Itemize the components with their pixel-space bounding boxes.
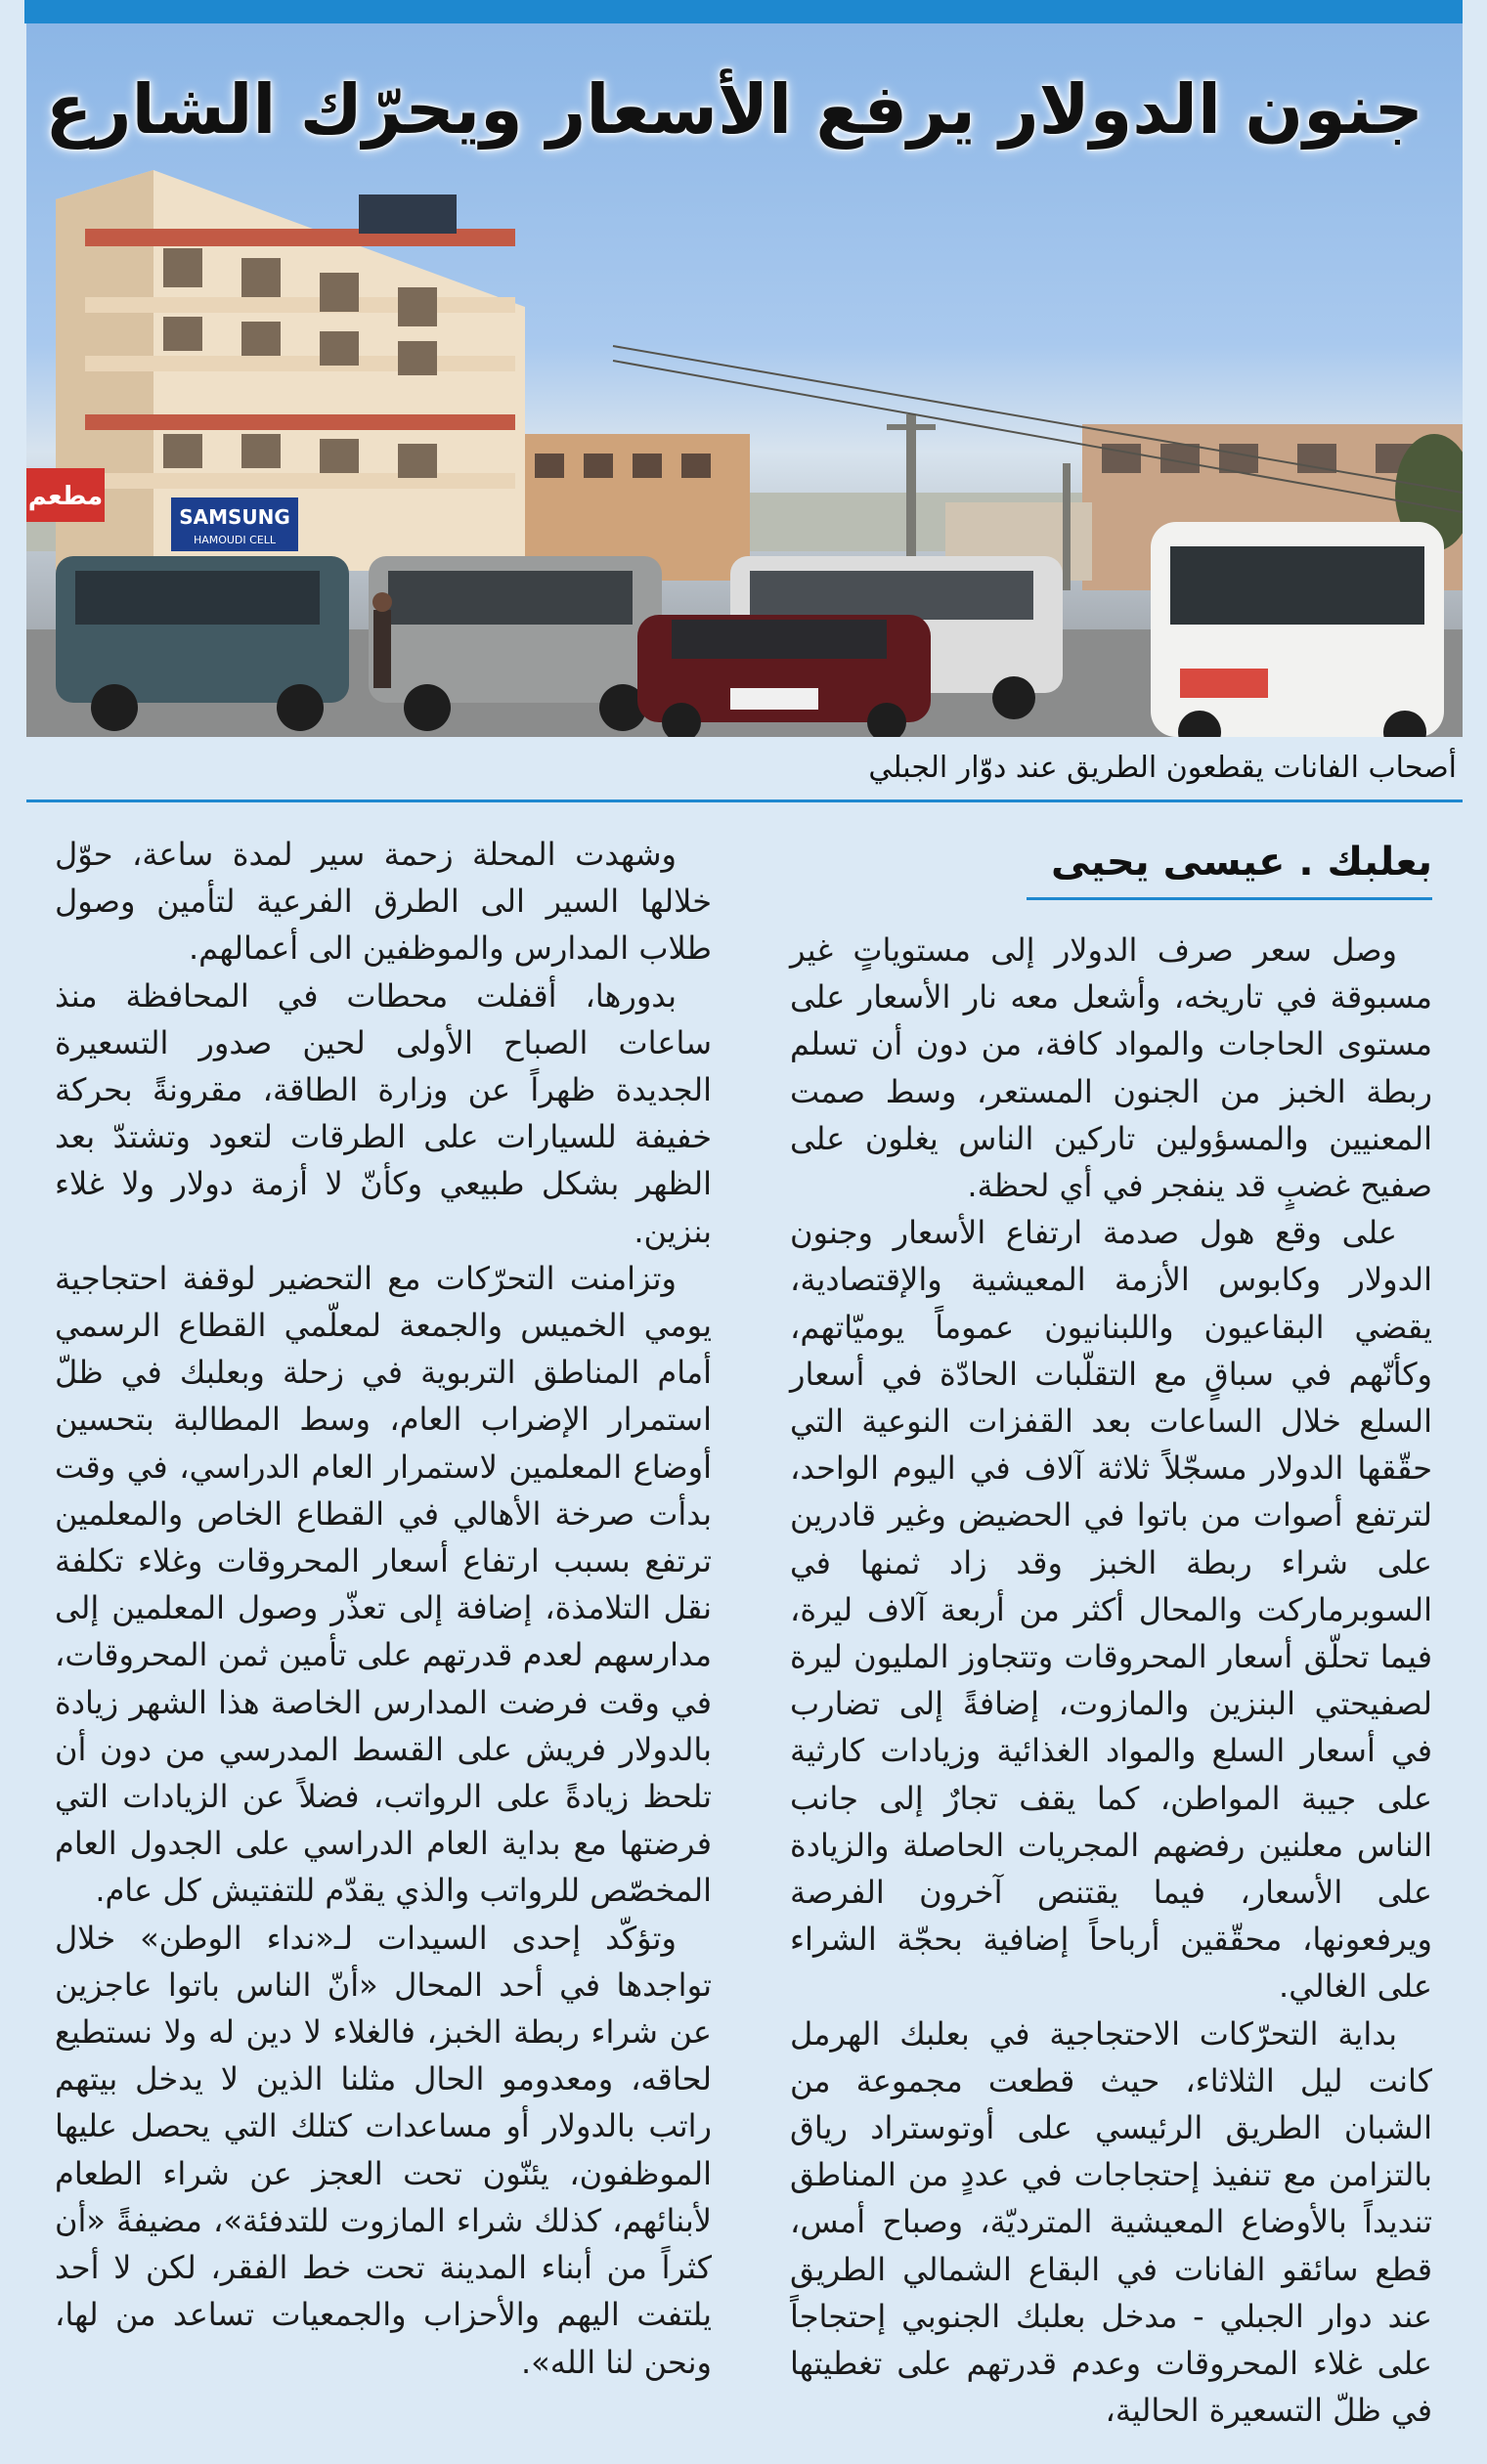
paragraph: وتزامنت التحرّكات مع التحضير لوقفة احتجاجية يومي الخميس والجمعة لمعلّمي القطاع الرسمي أمام المناطق التربوية في زحلة وبعلبك في ظلّ استمرار الإضراب العام، وسط المطالبة بتحسين أوضاع المعلمين لاستمرار العام الدراسي، في وقت بدأت صرخة الأهالي في القطاع الخاص والمعلمين ترتفع بسبب ارتفاع أسعار المحروقات وغلاء تكلفة نقل التلامذة، إضافة إلى تعذّر وصول المعلمين إلى مدارسهم لعدم قدرتهم على تأمين ثمن المحروقات، في وقت فرضت المدارس الخاصة هذا الشهر زيادة بالدولار فريش على القسط المدرسي من دون أن تلحظ زيادةً على الرواتب، فضلاً عن الزيادات التي فرضتها مع بداية العام الدراسي على الجدول العام المخصّص للرواتب والذي يقدّم للتفتيش كل عام. bbox=[55, 1259, 712, 1910]
article-column-right bbox=[790, 927, 1432, 2435]
samsung-sign-sub: HAMOUDI CELL bbox=[193, 534, 277, 546]
top-accent-bar bbox=[24, 0, 1463, 23]
byline: بعلبك . عيسى يحيى bbox=[1051, 840, 1432, 885]
paragraph: وتؤكّد إحدى السيدات لـ«نداء الوطن» خلال تواجدها في أحد المحال «أنّ الناس باتوا عاجزين عن شراء ربطة الخبز، فالغلاء لا دين له ولا نستطيع لحاقه، ومعدومو الحال مثلنا الذين لا يدخل بيتهم راتب بالدولار أو مساعدات كتلك التي يحصل عليها الموظفون، يئنّون تحت العجز عن شراء الطعام لأبنائهم، كذلك شراء المازوت للتدفئة»، مضيفةً «أن كثراً من أبناء المدينة تحت خط الفقر، لكن لا أحد يلتفت اليهم والأحزاب والجمعيات تساعد من لها، ونحن لنا الله». bbox=[55, 1919, 712, 2381]
red-shop-sign: مطعم bbox=[27, 482, 104, 511]
headline: جنون الدولار يرفع الأسعار ويحرّك الشارع bbox=[45, 69, 1423, 150]
samsung-sign: SAMSUNG bbox=[179, 505, 290, 529]
article-photo bbox=[26, 23, 1463, 737]
paragraph: وصل سعر صرف الدولار إلى مستوياتٍ غير مسبوقة في تاريخه، وأشعل معه نار الأسعار على مستوى الحاجات والمواد كافة، من دون أن تسلم ربطة الخبز من الجنون المستعر، وسط صمت المعنيين والمسؤولين تاركين الناس يغلون على صفيح غضبٍ قد ينفجر في أي لحظة. bbox=[790, 931, 1432, 1205]
byline-underline bbox=[1027, 897, 1432, 900]
article-column-left bbox=[55, 831, 712, 2386]
paragraph: على وقع هول صدمة ارتفاع الأسعار وجنون الدولار وكابوس الأزمة المعيشية والإقتصادية، يقضي البقاعيون واللبنانيون عموماً يوميّاتهم، وكأنّهم في سباقٍ مع التقلّبات الحادّة في أسعار السلع خلال الساعات بعد القفزات النوعية التي حقّقها الدولار مسجّلاً ثلاثة آلاف في اليوم الواحد، لترتفع أصوات من باتوا في الحضيض وغير قادرين على شراء ربطة الخبز وقد زاد ثمنها في السوبرماركت والمحال أكثر من أربعة آلاف ليرة، فيما تحلّق أسعار المحروقات وتتجاوز المليون ليرة لصفيحتي البنزين والمازوت، إضافةً إلى تضارب في أسعار السلع والمواد الغذائية وزيادات كارثية على جيبة المواطن، كما يقف تجارٌ إلى جانب الناس معلنين رفضهم المجريات الحاصلة والزيادة على الأسعار، فيما يقتنص آخرون الفرصة ويرفعونها، محقّقين أرباحاً إضافية بحجّة الشراء على الغالي. bbox=[790, 1214, 1432, 2006]
paragraph: وشهدت المحلة زحمة سير لمدة ساعة، حوّل خلالها السير الى الطرق الفرعية لتأمين وصول طلاب المدارس والموظفين الى أعمالهم. bbox=[55, 836, 712, 968]
caption-divider bbox=[26, 800, 1463, 802]
paragraph: بدورها، أقفلت محطات في المحافظة منذ ساعات الصباح الأولى لحين صدور التسعيرة الجديدة ظهراً عن وزارة الطاقة، مقرونةً بحركة خفيفة للسيارات على الطرقات لتعود وتشتدّ بعد الظهر بشكل طبيعي وكأنّ لا أزمة دولار ولا غلاء بنزين. bbox=[55, 976, 712, 1250]
paragraph: بداية التحرّكات الاحتجاجية في بعلبك الهرمل كانت ليل الثلاثاء، حيث قطعت مجموعة من الشبان الطريق الرئيسي على أوتوستراد رياق بالتزامن مع تنفيذ إحتجاجات في عددٍ من المناطق تنديداً بالأوضاع المعيشية المترديّة، وصباح أمس، قطع سائقو الفانات في البقاع الشمالي الطريق عند دوار الجبلي - مدخل بعلبك الجنوبي إحتجاجاً على غلاء المحروقات وعدم قدرتهم على تغطيتها في ظلّ التسعيرة الحالية، bbox=[790, 2014, 1432, 2430]
photo-caption: أصحاب الفانات يقطعون الطريق عند دوّار الجبلي bbox=[868, 751, 1457, 785]
